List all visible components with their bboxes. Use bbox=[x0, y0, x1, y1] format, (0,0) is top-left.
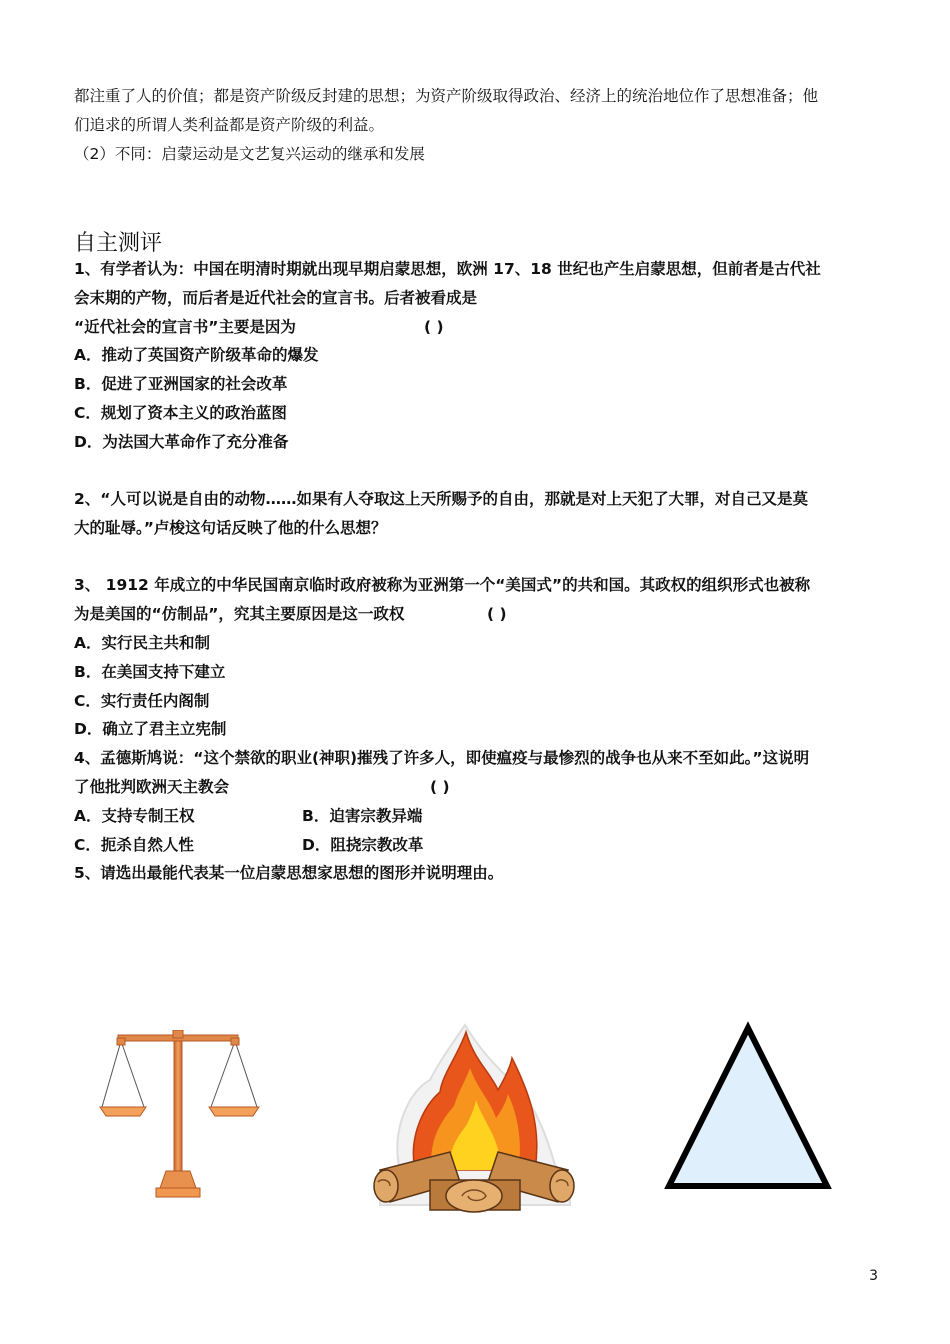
triangle-icon bbox=[662, 1020, 834, 1192]
q5-line-1: 5、请选出最能代表某一位启蒙思想家思想的图形并说明理由。 bbox=[74, 864, 504, 882]
q1-line-1: 1、有学者认为：中国在明清时期就出现早期启蒙思想，欧洲 17、18 世纪也产生启蒙思想，但前者是古代社 bbox=[74, 260, 821, 278]
q1-option-b: B．促进了亚洲国家的社会改革 bbox=[74, 375, 288, 393]
q4-line-2 bbox=[74, 773, 880, 802]
q4-option-c: C．扼杀自然人性 bbox=[74, 836, 194, 854]
q1-option-c: C．规划了资本主义的政治蓝图 bbox=[74, 404, 287, 422]
q1-line-3 bbox=[74, 313, 880, 342]
q4-line-1: 4、孟德斯鸠说：“这个禁欲的职业(神职)摧残了许多人，即使瘟疫与最惨烈的战争也从来不至如此。”这说明 bbox=[74, 749, 810, 767]
q4-options-row-2 bbox=[74, 831, 880, 860]
q3-option-a: A．实行民主共和制 bbox=[74, 634, 210, 652]
q1-option-a: A．推动了英国资产阶级革命的爆发 bbox=[74, 346, 319, 364]
q2-line-2: 大的耻辱。”卢梭这句话反映了他的什么思想？ bbox=[74, 519, 387, 537]
q4-options-row-1 bbox=[74, 802, 880, 831]
q2-line-1: 2、“人可以说是自由的动物……如果有人夺取这上天所赐予的自由，那就是对上天犯了大罪，对自己又是莫 bbox=[74, 490, 808, 508]
q1-stem: “近代社会的宣言书”主要是因为 bbox=[74, 318, 296, 336]
q3-line-1: 3、 1912 年成立的中华民国南京临时政府被称为亚洲第一个“美国式”的共和国。其政权的组织形式也被称 bbox=[74, 576, 811, 594]
q4-option-d: D．阻挠宗教改革 bbox=[302, 836, 424, 854]
campfire-icon bbox=[370, 1020, 578, 1216]
q4-option-b: B．迫害宗教异端 bbox=[302, 807, 423, 825]
scale-balance-icon bbox=[96, 1030, 264, 1204]
q3-option-b: B．在美国支持下建立 bbox=[74, 663, 226, 681]
page-number: 3 bbox=[869, 1268, 878, 1284]
q3-option-c: C．实行责任内阁制 bbox=[74, 692, 210, 710]
q3-stem: 为是美国的“仿制品”，究其主要原因是这一政权 bbox=[74, 605, 405, 623]
q4-stem: 了他批判欧洲天主教会 bbox=[74, 778, 230, 796]
q1-line-2: 会末期的产物，而后者是近代社会的宣言书。后者被看成是 bbox=[74, 289, 478, 307]
q3-line-2 bbox=[74, 600, 880, 629]
q1-option-d: D．为法国大革命作了充分准备 bbox=[74, 433, 289, 451]
q4-answer-paren: ( ) bbox=[430, 778, 450, 796]
section-title: 自主测评 bbox=[74, 231, 163, 256]
intro-line-1: 都注重了人的价值；都是资产阶级反封建的思想；为资产阶级取得政治、经济上的统治地位作了思想准备；他 bbox=[74, 87, 819, 105]
q3-option-d: D．确立了君主立宪制 bbox=[74, 720, 227, 738]
intro-line-3: （2）不同：启蒙运动是文艺复兴运动的继承和发展 bbox=[74, 145, 425, 163]
intro-line-2: 们追求的所谓人类利益都是资产阶级的利益。 bbox=[74, 116, 385, 134]
q4-option-a: A．支持专制王权 bbox=[74, 807, 195, 825]
q3-answer-paren: ( ) bbox=[487, 605, 507, 623]
q1-answer-paren: ( ) bbox=[424, 318, 444, 336]
